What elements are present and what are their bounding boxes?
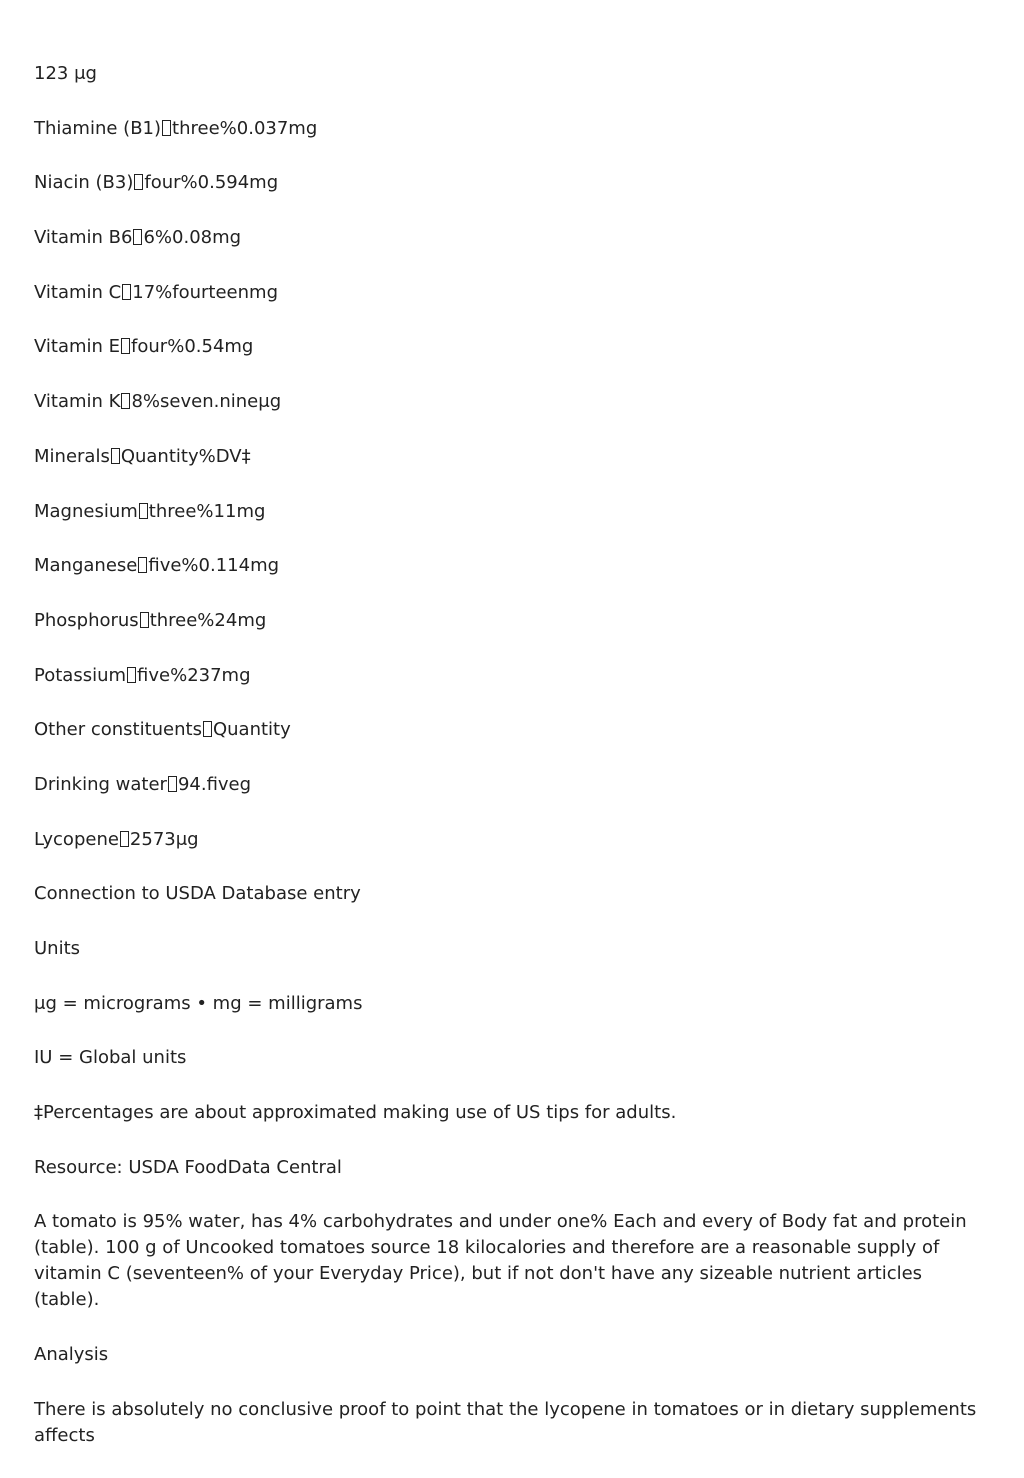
nutrient-dv: 6%: [143, 227, 173, 249]
nutrient-dv: three%: [149, 609, 215, 631]
nutrient-unit: mg: [249, 172, 279, 194]
nutrient-unit: mg: [250, 555, 280, 577]
other-constituents-header-row: [34, 717, 990, 743]
column-header-quantity: Quantity: [120, 445, 199, 467]
missing-glyph-icon: [203, 721, 212, 737]
nutrient-dv: 8%: [131, 391, 161, 413]
nutrient-label: Potassium: [34, 664, 127, 686]
nutrient-unit: mg: [212, 227, 242, 249]
usda-database-link[interactable]: Connection to USDA Database entry: [34, 883, 361, 905]
nutrient-row-vitamin-c: [34, 280, 990, 306]
nutrient-unit: mg: [288, 117, 318, 139]
nutrient-qty: seven.nine: [160, 391, 259, 413]
column-header-dv: %DV‡: [198, 445, 251, 467]
constituent-qty: 2573: [129, 828, 176, 850]
column-header-quantity: Quantity: [212, 719, 291, 741]
nutrient-row-vitamin-k: [34, 389, 990, 415]
minerals-header-row: [34, 444, 990, 470]
nutrient-label: Vitamin K: [34, 391, 121, 413]
nutrient-qty: 0.114: [198, 555, 251, 577]
constituent-label: Drinking water: [34, 773, 167, 795]
constituent-row-lycopene: [34, 827, 990, 853]
nutrient-dv: three%: [148, 500, 214, 522]
missing-glyph-icon: [140, 612, 149, 628]
nutrient-qty: 0.08: [172, 227, 213, 249]
units-heading: Units: [34, 938, 81, 959]
analysis-paragraph: There is absolutely no conclusive proof to point that the lycopene in tomatoes or in dietary supplements affects: [34, 1398, 977, 1446]
nutrient-row-phosphorus: [34, 608, 990, 634]
nutrient-dv: 17%: [132, 281, 173, 303]
nutrient-unit: mg: [249, 281, 279, 303]
nutrient-qty: 11: [213, 500, 237, 522]
nutrient-row: [34, 61, 990, 87]
article-body: [34, 61, 990, 1478]
nutrient-value: 123 μg: [34, 63, 97, 84]
source-citation: Resource: USDA FoodData Central: [34, 1156, 342, 1178]
nutrient-dv: four%: [144, 172, 198, 194]
nutrient-dv: five%: [137, 664, 188, 686]
constituent-label: Lycopene: [34, 828, 119, 850]
missing-glyph-icon: [127, 667, 136, 683]
nutrient-qty: fourteen: [172, 281, 250, 303]
nutrient-row-vitamin-b6: [34, 225, 990, 251]
missing-glyph-icon: [138, 557, 147, 573]
missing-glyph-icon: [162, 120, 171, 136]
nutrient-qty: 0.594: [197, 172, 250, 194]
missing-glyph-icon: [133, 229, 142, 245]
missing-glyph-icon: [121, 393, 130, 409]
constituent-row-water: [34, 772, 990, 798]
missing-glyph-icon: [139, 503, 148, 519]
nutrient-label: Niacin (B3): [34, 172, 134, 194]
constituent-qty: 94.five: [177, 773, 240, 795]
nutrient-qty: 0.037: [236, 117, 289, 139]
section-label: Minerals: [34, 445, 110, 467]
nutrient-unit: mg: [221, 664, 251, 686]
nutrient-row-manganese: [34, 553, 990, 579]
constituent-unit: g: [239, 773, 252, 795]
nutrient-qty: 237: [187, 664, 222, 686]
nutrient-qty: 24: [214, 609, 238, 631]
nutrient-label: Vitamin C: [34, 281, 122, 303]
missing-glyph-icon: [134, 174, 143, 190]
nutrient-label: Phosphorus: [34, 609, 139, 631]
nutrient-row-vitamin-e: [34, 334, 990, 360]
section-label: Other constituents: [34, 719, 202, 741]
nutrient-dv: five%: [148, 555, 199, 577]
units-definition-1: μg = micrograms • mg = milligrams: [34, 992, 363, 1014]
nutrition-paragraph: A tomato is 95% water, has 4% carbohydrates and under one% Each and every of Body fat and protein (table). 100 g of Uncooked tomatoes source 18 kilocalories and therefore are a reasonable supply of vitamin C (seventeen% of your Everyday Price), but if not don't have any sizeable nutrient articles (table).: [34, 1211, 967, 1311]
nutrient-dv: three%: [172, 117, 237, 139]
footnote: ‡Percentages are about approximated making use of US tips for adults.: [34, 1102, 677, 1124]
nutrient-row-potassium: [34, 663, 990, 689]
missing-glyph-icon: [111, 448, 120, 464]
missing-glyph-icon: [120, 831, 129, 847]
nutrient-row-thiamine: [34, 116, 990, 142]
constituent-unit: μg: [175, 828, 199, 850]
nutrient-dv: four%: [131, 336, 185, 358]
nutrient-label: Thiamine (B1): [34, 117, 162, 139]
nutrient-unit: mg: [236, 500, 266, 522]
nutrient-row-niacin: [34, 170, 990, 196]
nutrient-unit: mg: [237, 609, 267, 631]
analysis-heading: Analysis: [34, 1344, 109, 1366]
nutrient-unit: μg: [258, 391, 282, 413]
missing-glyph-icon: [122, 284, 131, 300]
nutrient-row-magnesium: [34, 499, 990, 525]
missing-glyph-icon: [168, 776, 177, 792]
nutrient-label: Vitamin B6: [34, 227, 133, 249]
nutrient-qty: 0.54: [184, 336, 225, 358]
nutrient-label: Magnesium: [34, 500, 138, 522]
units-definition-2: IU = Global units: [34, 1047, 187, 1069]
missing-glyph-icon: [121, 338, 130, 354]
nutrient-label: Vitamin E: [34, 336, 121, 358]
nutrient-label: Manganese: [34, 555, 138, 577]
nutrient-unit: mg: [224, 336, 254, 358]
